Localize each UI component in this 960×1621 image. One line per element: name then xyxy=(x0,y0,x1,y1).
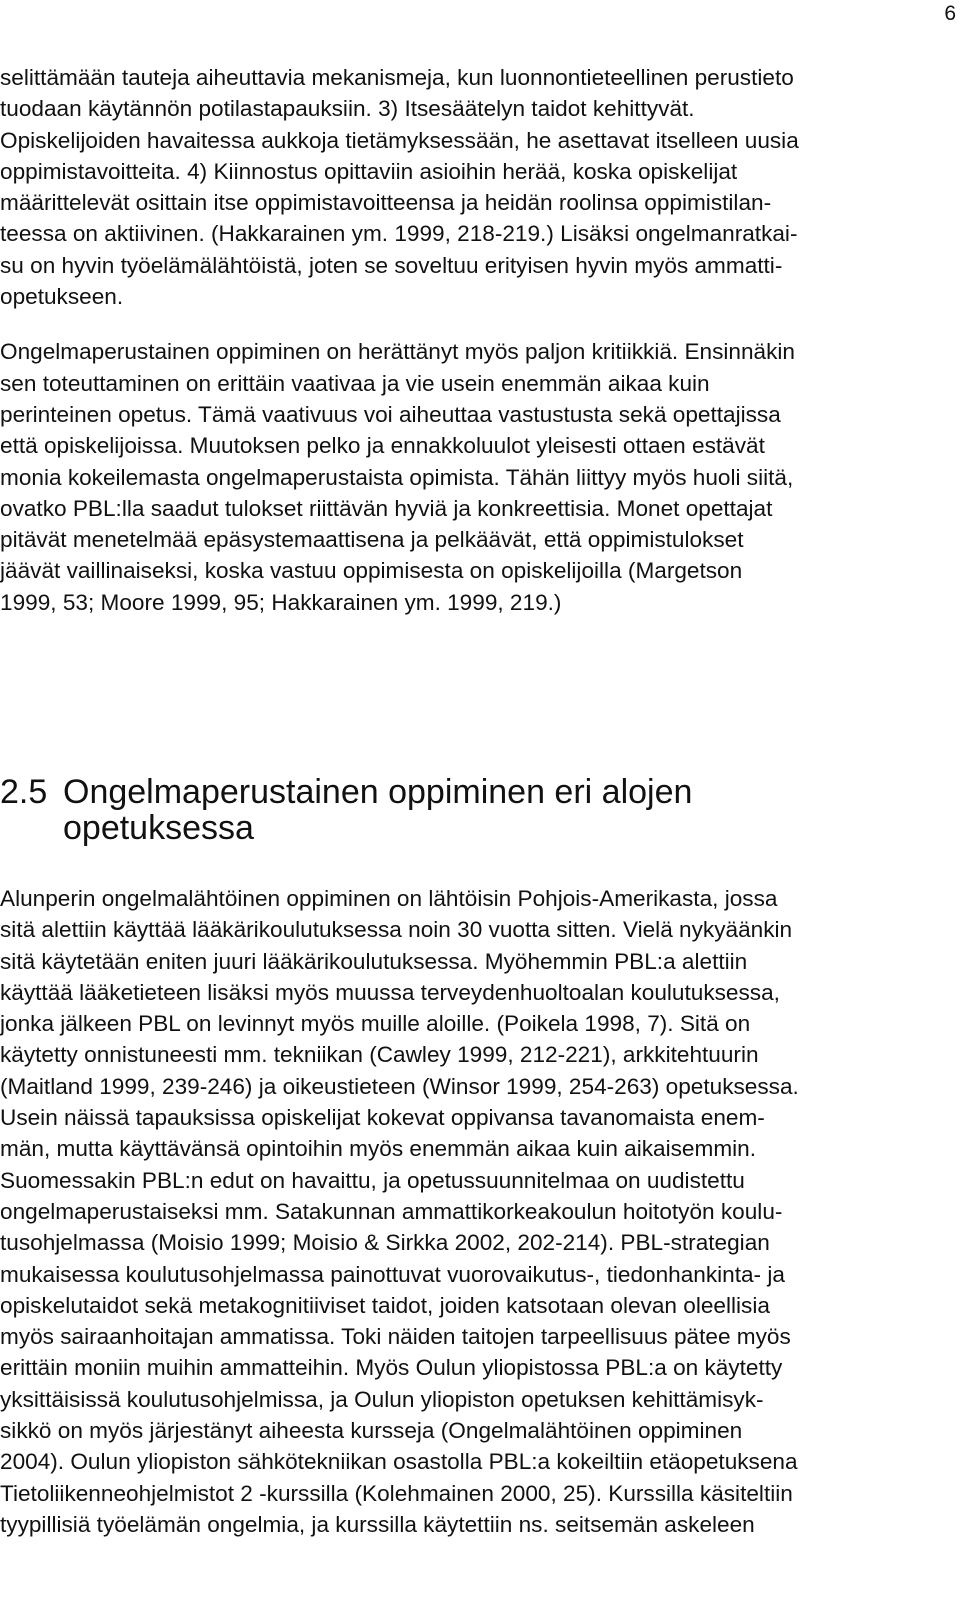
paragraph-3: Alunperin ongelmalähtöinen oppiminen on lähtöisin Pohjois-Amerikasta, jossa sitä alettiin käyttää lääkärikoulutuksessa noin 30 vuotta sitten. Vielä nykyäänkin sitä käytetään eniten juuri lääkärikoulutuksessa. Myöhemmin PBL:a alettiin käyttää lääketieteen lisäksi myös muussa terveydenhuoltoalan koulutuksessa, jonka jälkeen PBL on levinnyt myös muille aloille. (Poikela 1998, 7). Sitä on käytetty onnistuneesti mm. tekniikan (Cawley 1999, 212-221), arkkitehtuurin (Maitland 1999, 239-246) ja oikeustieteen (Winsor 1999, 254-263) opetuksessa. Usein näissä tapauksissa opiskelijat kokevat oppivansa tavanomaista enem- män, mutta käyttävänsä opintoihin myös enemmän aikaa kuin aikaisemmin. Suomessakin PBL:n edut on havaittu, ja opetussuunnitelmaa on uudistettu ongelmaperustaiseksi mm. Satakunnan ammattikorkeakoulun hoitotyön koulu- tusohjelmassa (Moisio 1999; Moisio & Sirkka 2002, 202-214). PBL-strategian mukaisessa koulutusohjelmassa painottuvat vuorovaikutus-, tiedonhankinta- ja opiskelutaidot sekä metakognitiiviset taidot, joiden katsotaan olevan oleellisia myös sairaanhoitajan ammatissa. Toki näiden taitojen tarpeellisuus pätee myös erittäin moniin muihin ammatteihin. Myös Oulun yliopistossa PBL:a on käytetty yksittäisissä koulutusohjelmissa, ja Oulun yliopiston opetuksen kehittämisyk- sikkö on myös järjestänyt aiheesta kursseja (Ongelmalähtöinen oppiminen 2004). Oulun yliopiston sähkötekniikan osastolla PBL:a kokeiltiin etäopetuksena Tietoliikenneohjelmistot 2 -kurssilla (Kolehmainen 2000, 25). Kurssilla käsiteltiin tyypillisiä työelämän ongelmia, ja kurssilla käytettiin ns. seitsemän askeleen xyxy=(0,886,799,1537)
section-title-line-1: Ongelmaperustainen oppiminen eri alojen xyxy=(63,773,693,811)
paragraph-1: selittämään tauteja aiheuttavia mekanismeja, kun luonnontieteellinen perustieto tuodaan käytännön potilastapauksiin. 3) Itsesäätelyn taidot kehittyvät. Opiskelijoiden havaitessa aukkoja tietämyksessään, he asettavat itselleen uusia oppimistavoitteita. 4) Kiinnostus opittaviin asioihin herää, koska opiskelijat määrittelevät osittain itse oppimistavoitteensa ja heidän roolinsa oppimistilan- teessa on aktiivinen. (Hakkarainen ym. 1999, 218-219.) Lisäksi ongelmanratkai- su on hyvin työelämälähtöistä, joten se soveltuu erityisen hyvin myös ammatti- opetukseen. xyxy=(0,65,799,310)
paragraph-2: Ongelmaperustainen oppiminen on herättänyt myös paljon kritiikkiä. Ensinnäkin sen toteuttaminen on erittäin vaativaa ja vie usein enemmän aikaa kuin perinteinen opetus. Tämä vaativuus voi aiheuttaa vastustusta sekä opettajissa että opiskelijoissa. Muutoksen pelko ja ennakkoluulot yleisesti ottaen estävät monia kokeilemasta ongelmaperustaista opimista. Tähän liittyy myös huoli siitä, ovatko PBL:lla saadut tulokset riittävän hyviä ja konkreettisia. Monet opettajat pitävät menetelmää epäsystemaattisena ja pelkäävät, että oppimistulokset jäävät vaillinaiseksi, koska vastuu oppimisesta on opiskelijoilla (Margetson 1999, 53; Moore 1999, 95; Hakkarainen ym. 1999, 219.) xyxy=(0,339,795,615)
section-number: 2.5 xyxy=(0,773,48,811)
section-heading xyxy=(0,774,926,846)
section-title-line-2: opetuksessa xyxy=(63,809,254,847)
page-number: 6 xyxy=(944,2,956,25)
body-text xyxy=(0,62,926,618)
